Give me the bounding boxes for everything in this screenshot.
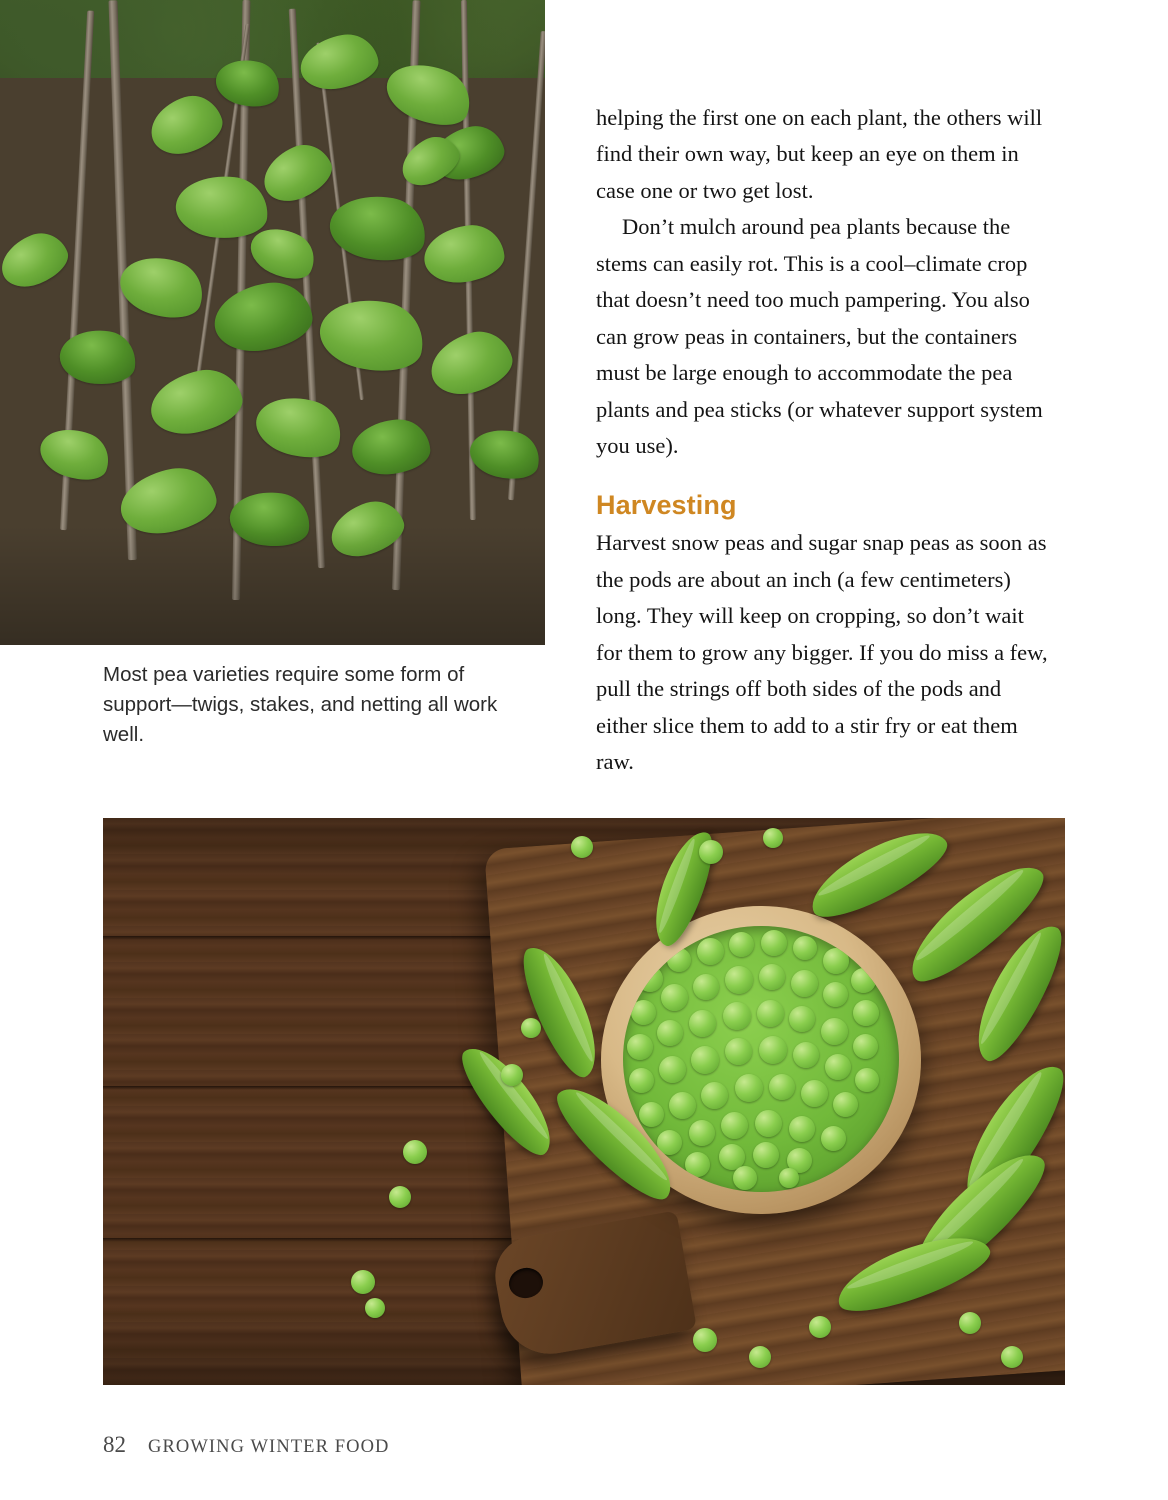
pea-bowl-photo (103, 818, 1065, 1385)
loose-pea (959, 1312, 981, 1334)
body-text-column (596, 100, 1048, 780)
section-heading-harvesting: Harvesting (596, 490, 737, 521)
pea-plants-photo (0, 0, 545, 645)
loose-pea (571, 836, 593, 858)
loose-pea (693, 1328, 717, 1352)
loose-pea (403, 1140, 427, 1164)
loose-pea (1001, 1346, 1023, 1368)
loose-pea (763, 828, 783, 848)
figure-caption-top: Most pea varieties require some form of support—twigs, stakes, and netting all work well. (103, 663, 498, 746)
loose-pea (365, 1298, 385, 1318)
loose-pea (809, 1316, 831, 1338)
page-footer (103, 1432, 390, 1458)
loose-pea (749, 1346, 771, 1368)
loose-pea (351, 1270, 375, 1294)
loose-pea (779, 1168, 799, 1188)
photo-bottom-shadow (0, 525, 545, 645)
body-paragraph-harvesting: Harvest snow peas and sugar snap peas as soon as the pods are about an inch (a few centimeters) long. They will keep on cropping, so don’t wait for them to grow any bigger. If you do miss a few, pull the strings off both sides of the pods and either slice them to add to a stir fry or eat them raw. (596, 530, 1048, 774)
running-head: GROWING WINTER FOOD (148, 1437, 390, 1457)
loose-pea (699, 840, 723, 864)
body-paragraph-1: helping the first one on each plant, the others will find their own way, but keep an eye on them in case one or two get lost. (596, 105, 1043, 203)
bowl-of-peas (623, 926, 899, 1192)
loose-pea (521, 1018, 541, 1038)
loose-pea (501, 1064, 523, 1086)
loose-pea (389, 1186, 411, 1208)
body-paragraph-2: Don’t mulch around pea plants because the stems can easily rot. This is a cool–climate crop that doesn’t need too much pampering. You also can grow peas in containers, but the containers must be large enough to accommodate the pea plants and pea sticks (or whatever support system you use). (596, 214, 1043, 458)
page-number: 82 (103, 1432, 126, 1457)
